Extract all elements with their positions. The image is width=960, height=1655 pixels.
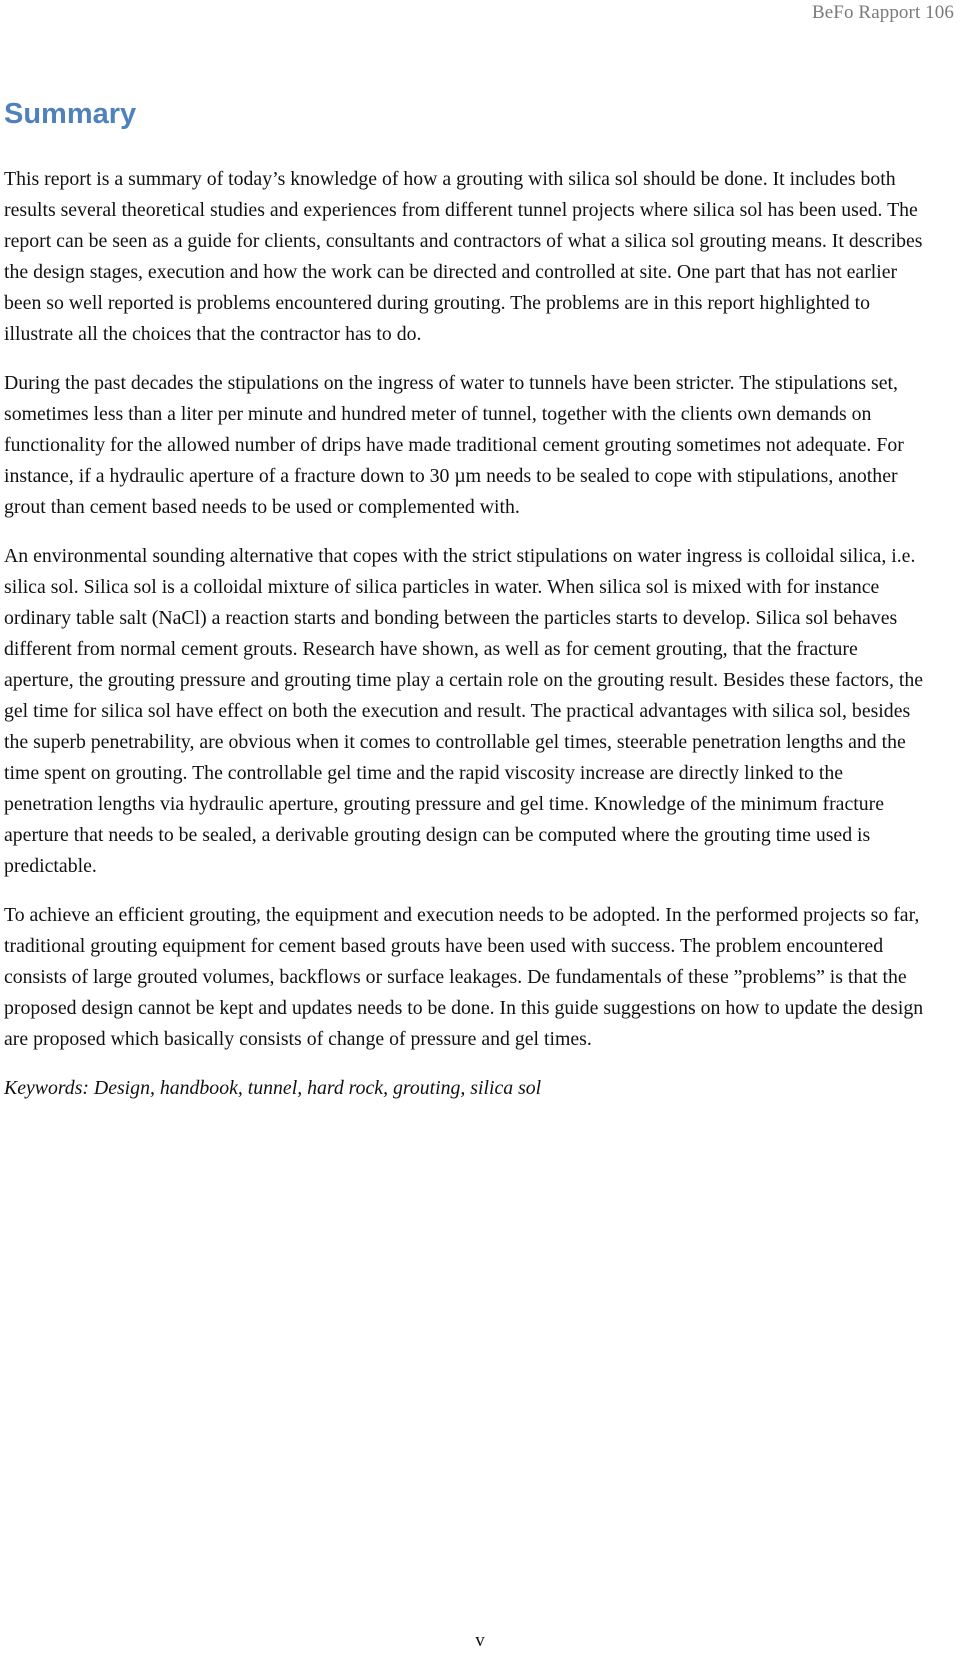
keywords-line: Keywords: Design, handbook, tunnel, hard rock, grouting, silica sol bbox=[4, 1077, 542, 1099]
summary-paragraph-3: An environmental sounding alternative that copes with the strict stipulations on water ingress is colloidal silica, i.e. silica sol. Silica sol is a colloidal mixture of silica particles in water. When silica sol is mixed with for instance ordinary table salt (NaCl) a reaction starts and bonding between the particles starts to develop. Silica sol behaves different from normal cement grouts. Research have shown, as well as for cement grouting, that the fracture aperture, the grouting pressure and grouting time play a certain role on the grouting result. Besides these factors, the gel time for silica sol have effect on both the execution and result. The practical advantages with silica sol, besides the superb penetrability, are obvious when it comes to controllable gel times, steerable penetration lengths and the time spent on grouting. The controllable gel time and the rapid viscosity increase are directly linked to the penetration lengths via hydraulic aperture, grouting pressure and gel time. Knowledge of the minimum fracture aperture that needs to be sealed, a derivable grouting design can be computed where the grouting time used is predictable. bbox=[4, 545, 923, 877]
page-number: v bbox=[475, 1630, 485, 1651]
summary-paragraph-2: During the past decades the stipulations on the ingress of water to tunnels have been stricter. The stipulations set, sometimes less than a liter per minute and hundred meter of tunnel, together with the clients own demands on functionality for the allowed number of drips have made traditional cement grouting sometimes not adequate. For instance, if a hydraulic aperture of a fracture down to 30 µm needs to be sealed to cope with stipulations, another grout than cement based needs to be used or complemented with. bbox=[4, 372, 904, 518]
summary-heading: Summary bbox=[4, 98, 137, 130]
summary-paragraph-1: This report is a summary of today’s knowledge of how a grouting with silica sol should be done. It includes both results several theoretical studies and experiences from different tunnel projects where silica sol has been used. The report can be seen as a guide for clients, consultants and contractors of what a silica sol grouting means. It describes the design stages, execution and how the work can be directed and controlled at site. One part that has not earlier been so well reported is problems encountered during grouting. The problems are in this report highlighted to illustrate all the choices that the contractor has to do. bbox=[4, 168, 923, 345]
running-header: BeFo Rapport 106 bbox=[812, 2, 954, 23]
summary-body bbox=[4, 164, 924, 1104]
summary-paragraph-4: To achieve an efficient grouting, the equipment and execution needs to be adopted. In the performed projects so far, traditional grouting equipment for cement based grouts have been used with success. The problem encountered consists of large grouted volumes, backflows or surface leakages. De fundamentals of these ”problems” is that the proposed design cannot be kept and updates needs to be done. In this guide suggestions on how to update the design are proposed which basically consists of change of pressure and gel times. bbox=[4, 904, 924, 1050]
